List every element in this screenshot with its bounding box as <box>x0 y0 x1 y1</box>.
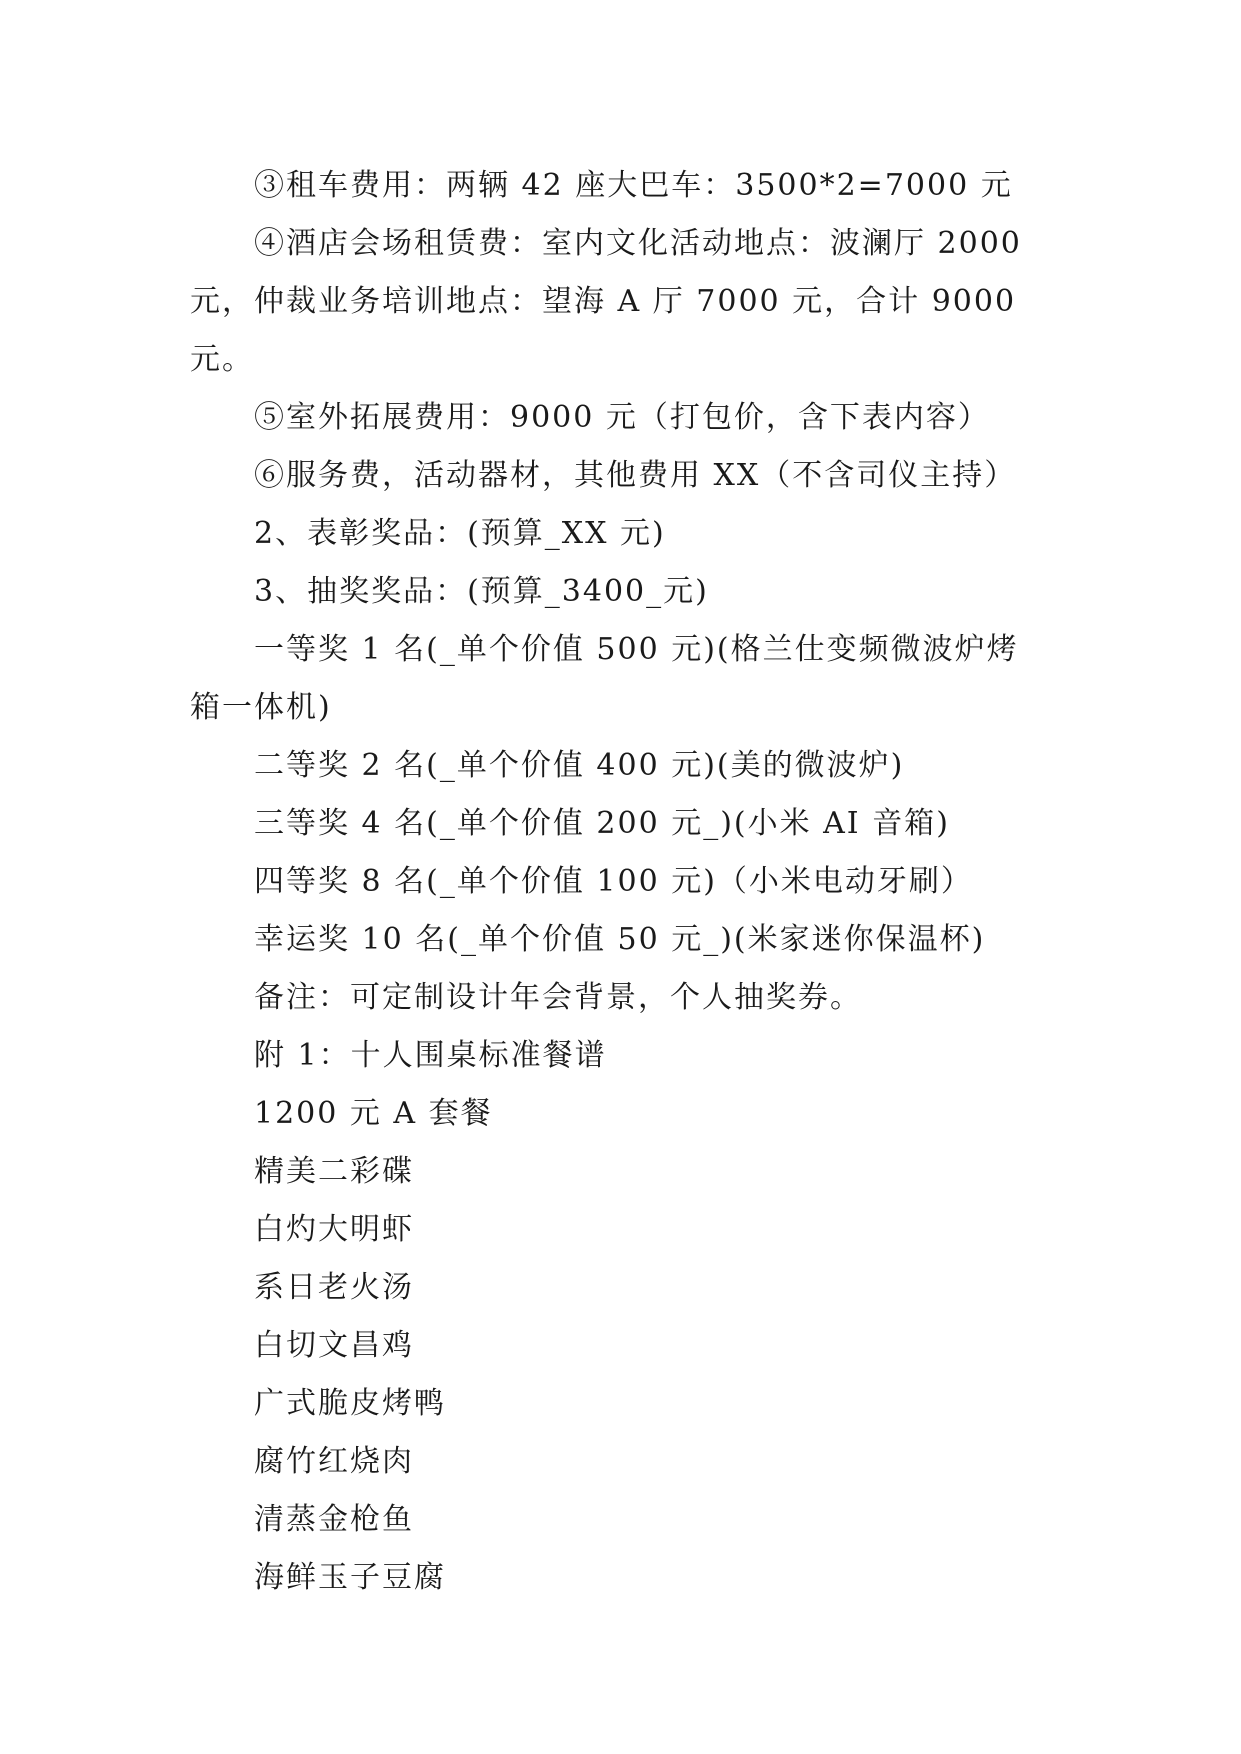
paragraph-lucky-prize: 幸运奖 10 名(_单个价值 50 元_)(米家迷你保温杯) <box>254 922 986 957</box>
menu-item: 清蒸金枪鱼 <box>254 1502 414 1537</box>
menu-item: 广式脆皮烤鸭 <box>254 1386 446 1421</box>
paragraph-third-prize: 三等奖 4 名(_单个价值 200 元_)(小米 AI 音箱) <box>254 806 950 841</box>
paragraph-award-prizes: 2、表彰奖品：(预算_XX 元) <box>254 516 666 551</box>
menu-item: 系日老火汤 <box>254 1270 414 1305</box>
paragraph-fourth-prize: 四等奖 8 名(_单个价值 100 元)（小米电动牙刷） <box>254 864 973 899</box>
paragraph-remark: 备注：可定制设计年会背景，个人抽奖券。 <box>254 980 862 1015</box>
paragraph-venue-rental: ④酒店会场租赁费：室内文化活动地点：波澜厅 2000 元，仲裁业务培训地点：望海 A 厅 7000 元，合计 9000 元。 <box>190 226 1022 377</box>
menu-item: 腐竹红烧肉 <box>254 1444 414 1479</box>
menu-item: 白灼大明虾 <box>254 1212 414 1247</box>
menu-item: 海鲜玉子豆腐 <box>254 1560 446 1595</box>
menu-item: 精美二彩碟 <box>254 1154 414 1189</box>
paragraph-second-prize: 二等奖 2 名(_单个价值 400 元)(美的微波炉) <box>254 748 905 783</box>
menu-package-title: 1200 元 A 套餐 <box>254 1096 493 1131</box>
paragraph-first-prize: 一等奖 1 名(_单个价值 500 元)(格兰仕变频微波炉烤箱一体机) <box>190 632 1019 725</box>
paragraph-service-fee: ⑥服务费，活动器材，其他费用 XX（不含司仪主持） <box>254 458 1017 493</box>
paragraph-appendix-title: 附 1：十人围桌标准餐谱 <box>254 1038 607 1073</box>
document-body <box>190 157 1050 1607</box>
menu-item: 白切文昌鸡 <box>254 1328 414 1363</box>
paragraph-lottery-prizes: 3、抽奖奖品：(预算_3400_元) <box>254 574 709 609</box>
paragraph-outdoor-expansion: ⑤室外拓展费用：9000 元（打包价，含下表内容） <box>254 400 990 435</box>
paragraph-car-rental: ③租车费用：两辆 42 座大巴车：3500*2=7000 元 <box>254 168 1013 203</box>
